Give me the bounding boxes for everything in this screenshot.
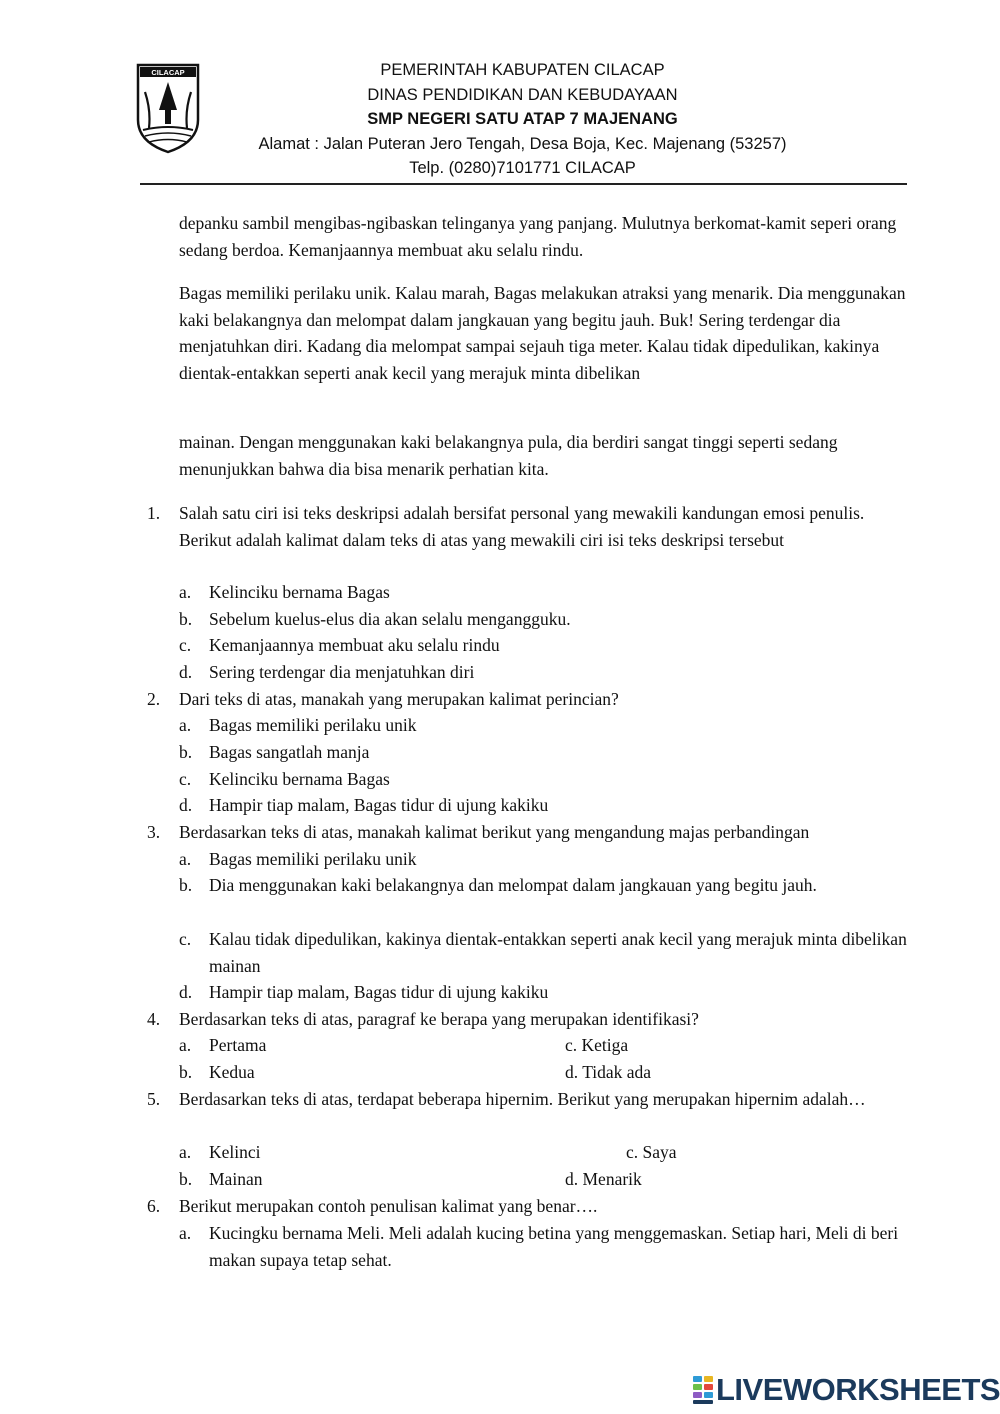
- option[interactable]: [626, 1139, 677, 1166]
- school-address: Alamat : Jalan Puteran Jero Tengah, Desa Boja, Kec. Majenang (53257): [258, 134, 787, 153]
- option[interactable]: [565, 1032, 628, 1059]
- passage-paragraph: Bagas memiliki perilaku unik. Kalau marah, Bagas melakukan atraksi yang menarik. Dia menggunakan kaki belakangnya dan melompat dalam jangkauan yang begitu jauh. Buk! Sering terdengar dia menjatuhkan diri. Kadang dia melompat sampai sejauh tiga meter. Kalau tidak dipedulikan, kakinya dientak-entakkan seperti anak kecil yang merajuk minta dibelikan: [179, 283, 906, 383]
- option-text: Sebelum kuelus-elus dia akan selalu mengangguku.: [209, 609, 571, 629]
- question-3: [147, 819, 909, 846]
- option-text: Menarik: [582, 1169, 642, 1189]
- question-number: 6.: [147, 1196, 161, 1216]
- option[interactable]: [179, 846, 909, 873]
- option-text: Kucingku bernama Meli. Meli adalah kucing betina yang menggemaskan. Setiap hari, Meli di beri makan supaya tetap sehat.: [209, 1223, 899, 1270]
- option[interactable]: [179, 579, 909, 606]
- option-text: Hampir tiap malam, Bagas tidur di ujung kakiku: [209, 982, 549, 1002]
- option[interactable]: [179, 1032, 509, 1059]
- option-label: d.: [565, 1062, 579, 1082]
- option-label: c.: [179, 635, 192, 655]
- question-text: Berikut merupakan contoh penulisan kalimat yang benar….: [179, 1196, 598, 1216]
- question-number: 3.: [147, 822, 161, 842]
- option[interactable]: [179, 766, 909, 793]
- option-label: d.: [179, 982, 193, 1002]
- option[interactable]: [179, 606, 909, 633]
- option-label: b.: [179, 1169, 193, 1189]
- option[interactable]: [179, 739, 909, 766]
- government-name: PEMERINTAH KABUPATEN CILACAP: [380, 61, 665, 79]
- letterhead-divider: [140, 183, 907, 185]
- department-name: DINAS PENDIDIKAN DAN KEBUDAYAAN: [367, 85, 678, 104]
- emblem-text: CILACAP: [151, 68, 185, 77]
- brand-name: LIVEWORKSHEETS: [716, 1372, 1000, 1407]
- question-text: Berdasarkan teks di atas, paragraf ke berapa yang merupakan identifikasi?: [179, 1009, 699, 1029]
- option[interactable]: [179, 872, 884, 899]
- option-label: b.: [179, 1062, 193, 1082]
- option-text: Bagas memiliki perilaku unik: [209, 715, 417, 735]
- option-text: Tidak ada: [582, 1062, 652, 1082]
- option-text: Kelinciku bernama Bagas: [209, 769, 390, 789]
- passage-paragraph: mainan. Dengan menggunakan kaki belakangnya pula, dia berdiri sangat tinggi seperti sedang menunjukkan bahwa dia bisa menarik perhatian kita.: [179, 432, 838, 479]
- liveworksheets-icon: [692, 1375, 714, 1405]
- option-text: Kelinciku bernama Bagas: [209, 582, 390, 602]
- option[interactable]: [179, 1059, 509, 1086]
- option-label: d.: [179, 662, 193, 682]
- option-text: Kalau tidak dipedulikan, kakinya dientak-entakkan seperti anak kecil yang merajuk minta dibelikan mainan: [209, 929, 907, 976]
- option-label: a.: [179, 849, 192, 869]
- option[interactable]: [179, 926, 909, 979]
- question-text: Salah satu ciri isi teks deskripsi adalah bersifat personal yang mewakili kandungan emosi penulis. Berikut adalah kalimat dalam teks di atas yang mewakili ciri isi teks deskripsi tersebut: [179, 503, 865, 550]
- school-name: SMP NEGERI SATU ATAP 7 MAJENANG: [367, 110, 678, 128]
- option[interactable]: [179, 712, 909, 739]
- option-text: Mainan: [209, 1169, 263, 1189]
- option[interactable]: [179, 979, 909, 1006]
- option-text: Sering terdengar dia menjatuhkan diri: [209, 662, 475, 682]
- option-label: c.: [179, 929, 192, 949]
- option[interactable]: [179, 1166, 509, 1193]
- letterhead: [200, 58, 845, 181]
- question-number: 5.: [147, 1089, 161, 1109]
- question-text: Berdasarkan teks di atas, terdapat beberapa hipernim. Berikut yang merupakan hipernim adalah…: [179, 1089, 866, 1109]
- option[interactable]: [179, 1220, 909, 1273]
- school-phone: Telp. (0280)7101771 CILACAP: [409, 159, 636, 177]
- option-label: a.: [179, 715, 192, 735]
- option-label: c.: [179, 769, 192, 789]
- question-1: [147, 500, 909, 553]
- option-label: a.: [179, 582, 192, 602]
- question-number: 4.: [147, 1009, 161, 1029]
- option-text: Pertama: [209, 1035, 267, 1055]
- option-text: Ketiga: [581, 1035, 629, 1055]
- option[interactable]: [179, 1139, 509, 1166]
- question-number: 2.: [147, 689, 161, 709]
- option-label: d.: [179, 795, 193, 815]
- option-text: Bagas sangatlah manja: [209, 742, 370, 762]
- option-text: Kemanjaannya membuat aku selalu rindu: [209, 635, 500, 655]
- question-number: 1.: [147, 503, 161, 523]
- option[interactable]: [179, 632, 909, 659]
- question-5: [147, 1086, 909, 1113]
- option-text: Kelinci: [209, 1142, 261, 1162]
- option-label: b.: [179, 609, 193, 629]
- option-label: c.: [565, 1035, 578, 1055]
- option-label: d.: [565, 1169, 579, 1189]
- option-text: Hampir tiap malam, Bagas tidur di ujung kakiku: [209, 795, 549, 815]
- option[interactable]: [565, 1059, 651, 1086]
- option-label: a.: [179, 1035, 192, 1055]
- question-2: [147, 686, 909, 713]
- option-text: Dia menggunakan kaki belakangnya dan melompat dalam jangkauan yang begitu jauh.: [209, 875, 817, 895]
- option-label: b.: [179, 875, 193, 895]
- option-label: a.: [179, 1223, 192, 1243]
- option-text: Kedua: [209, 1062, 255, 1082]
- liveworksheets-logo: [692, 1373, 1000, 1407]
- option-label: b.: [179, 742, 193, 762]
- question-text: Dari teks di atas, manakah yang merupakan kalimat perincian?: [179, 689, 619, 709]
- question-text: Berdasarkan teks di atas, manakah kalimat berikut yang mengandung majas perbandingan: [179, 822, 810, 842]
- option[interactable]: [565, 1166, 642, 1193]
- option[interactable]: [179, 792, 909, 819]
- option-text: Saya: [642, 1142, 677, 1162]
- question-4: [147, 1006, 909, 1033]
- cilacap-regency-emblem: [135, 62, 201, 154]
- option-text: Bagas memiliki perilaku unik: [209, 849, 417, 869]
- passage-paragraph: depanku sambil mengibas-ngibaskan telinganya yang panjang. Mulutnya berkomat-kamit seperi orang sedang berdoa. Kemanjaannya membuat aku selalu rindu.: [179, 213, 897, 260]
- option-label: c.: [626, 1142, 639, 1162]
- question-6: [147, 1193, 909, 1220]
- option[interactable]: [179, 659, 909, 686]
- option-label: a.: [179, 1142, 192, 1162]
